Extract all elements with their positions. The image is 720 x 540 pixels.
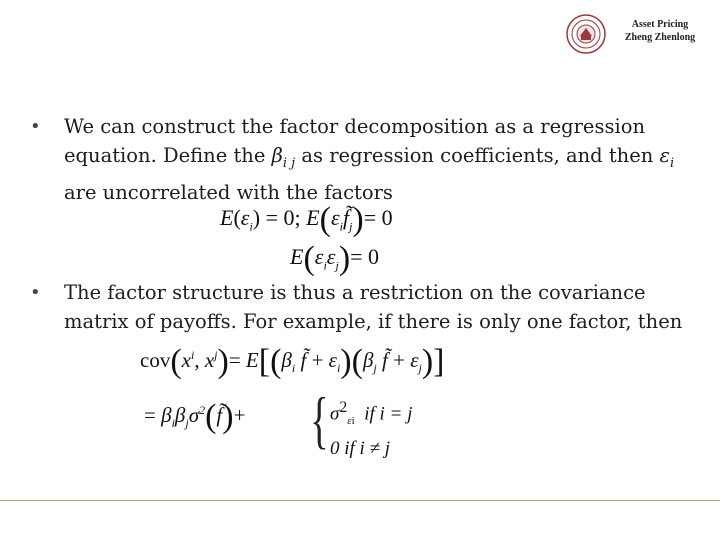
- header-author: Zheng Zhenlong: [624, 32, 696, 43]
- university-seal-icon: [566, 14, 606, 54]
- equation-moment-conditions: $E(\varepsilon_i) = 0$; $E(\varepsilon_if̃_j)= 0$: [220, 201, 393, 238]
- epsilon-symbol: $\varepsilon_i$: [659, 144, 675, 171]
- beta-symbol: $\beta_{i j}$: [271, 144, 296, 171]
- header-course: Asset Pricing: [631, 19, 689, 30]
- case-equal: $\sigma^2_{\varepsilon i}$ if i = j: [330, 399, 413, 428]
- bullet-1-text-before: We can construct the factor decomposition as a regression equation. Define the: [64, 115, 646, 167]
- bullet-1-text-mid: as regression coefficients, and then: [295, 144, 660, 167]
- bullet-marker: •: [30, 282, 41, 303]
- bullet-1-text-after: are uncorrelated with the factors: [64, 180, 393, 204]
- bullet-2-text: The factor structure is thus a restriction on the covariance matrix of payoffs. For example, if there is only one factor, then: [64, 281, 683, 333]
- equation-cases: [330, 394, 412, 463]
- cases-brace: {: [310, 384, 329, 455]
- eq1-expectation-zero: $E(\varepsilon_i) = 0$; E: [220, 205, 320, 234]
- header-title: [612, 18, 708, 44]
- footer-divider: [0, 500, 720, 501]
- bullet-1-text: [64, 112, 704, 207]
- equation-covariance-result: = $\beta_i\beta_j\sigma^2(f̃)+$: [144, 398, 246, 435]
- case-not-equal: 0 if i ≠ j: [330, 438, 391, 460]
- equation-covariance: $cov(x^i$, $x^j)= E[(\beta_i$ f̃ + $\varepsilon_i)(\beta_j$ f̃ + $\varepsilon_j$)]: [140, 343, 445, 380]
- bullet-marker: •: [30, 116, 41, 137]
- equation-uncorrelated-errors: $E(\varepsilon_i\varepsilon_j)= 0$: [290, 240, 380, 277]
